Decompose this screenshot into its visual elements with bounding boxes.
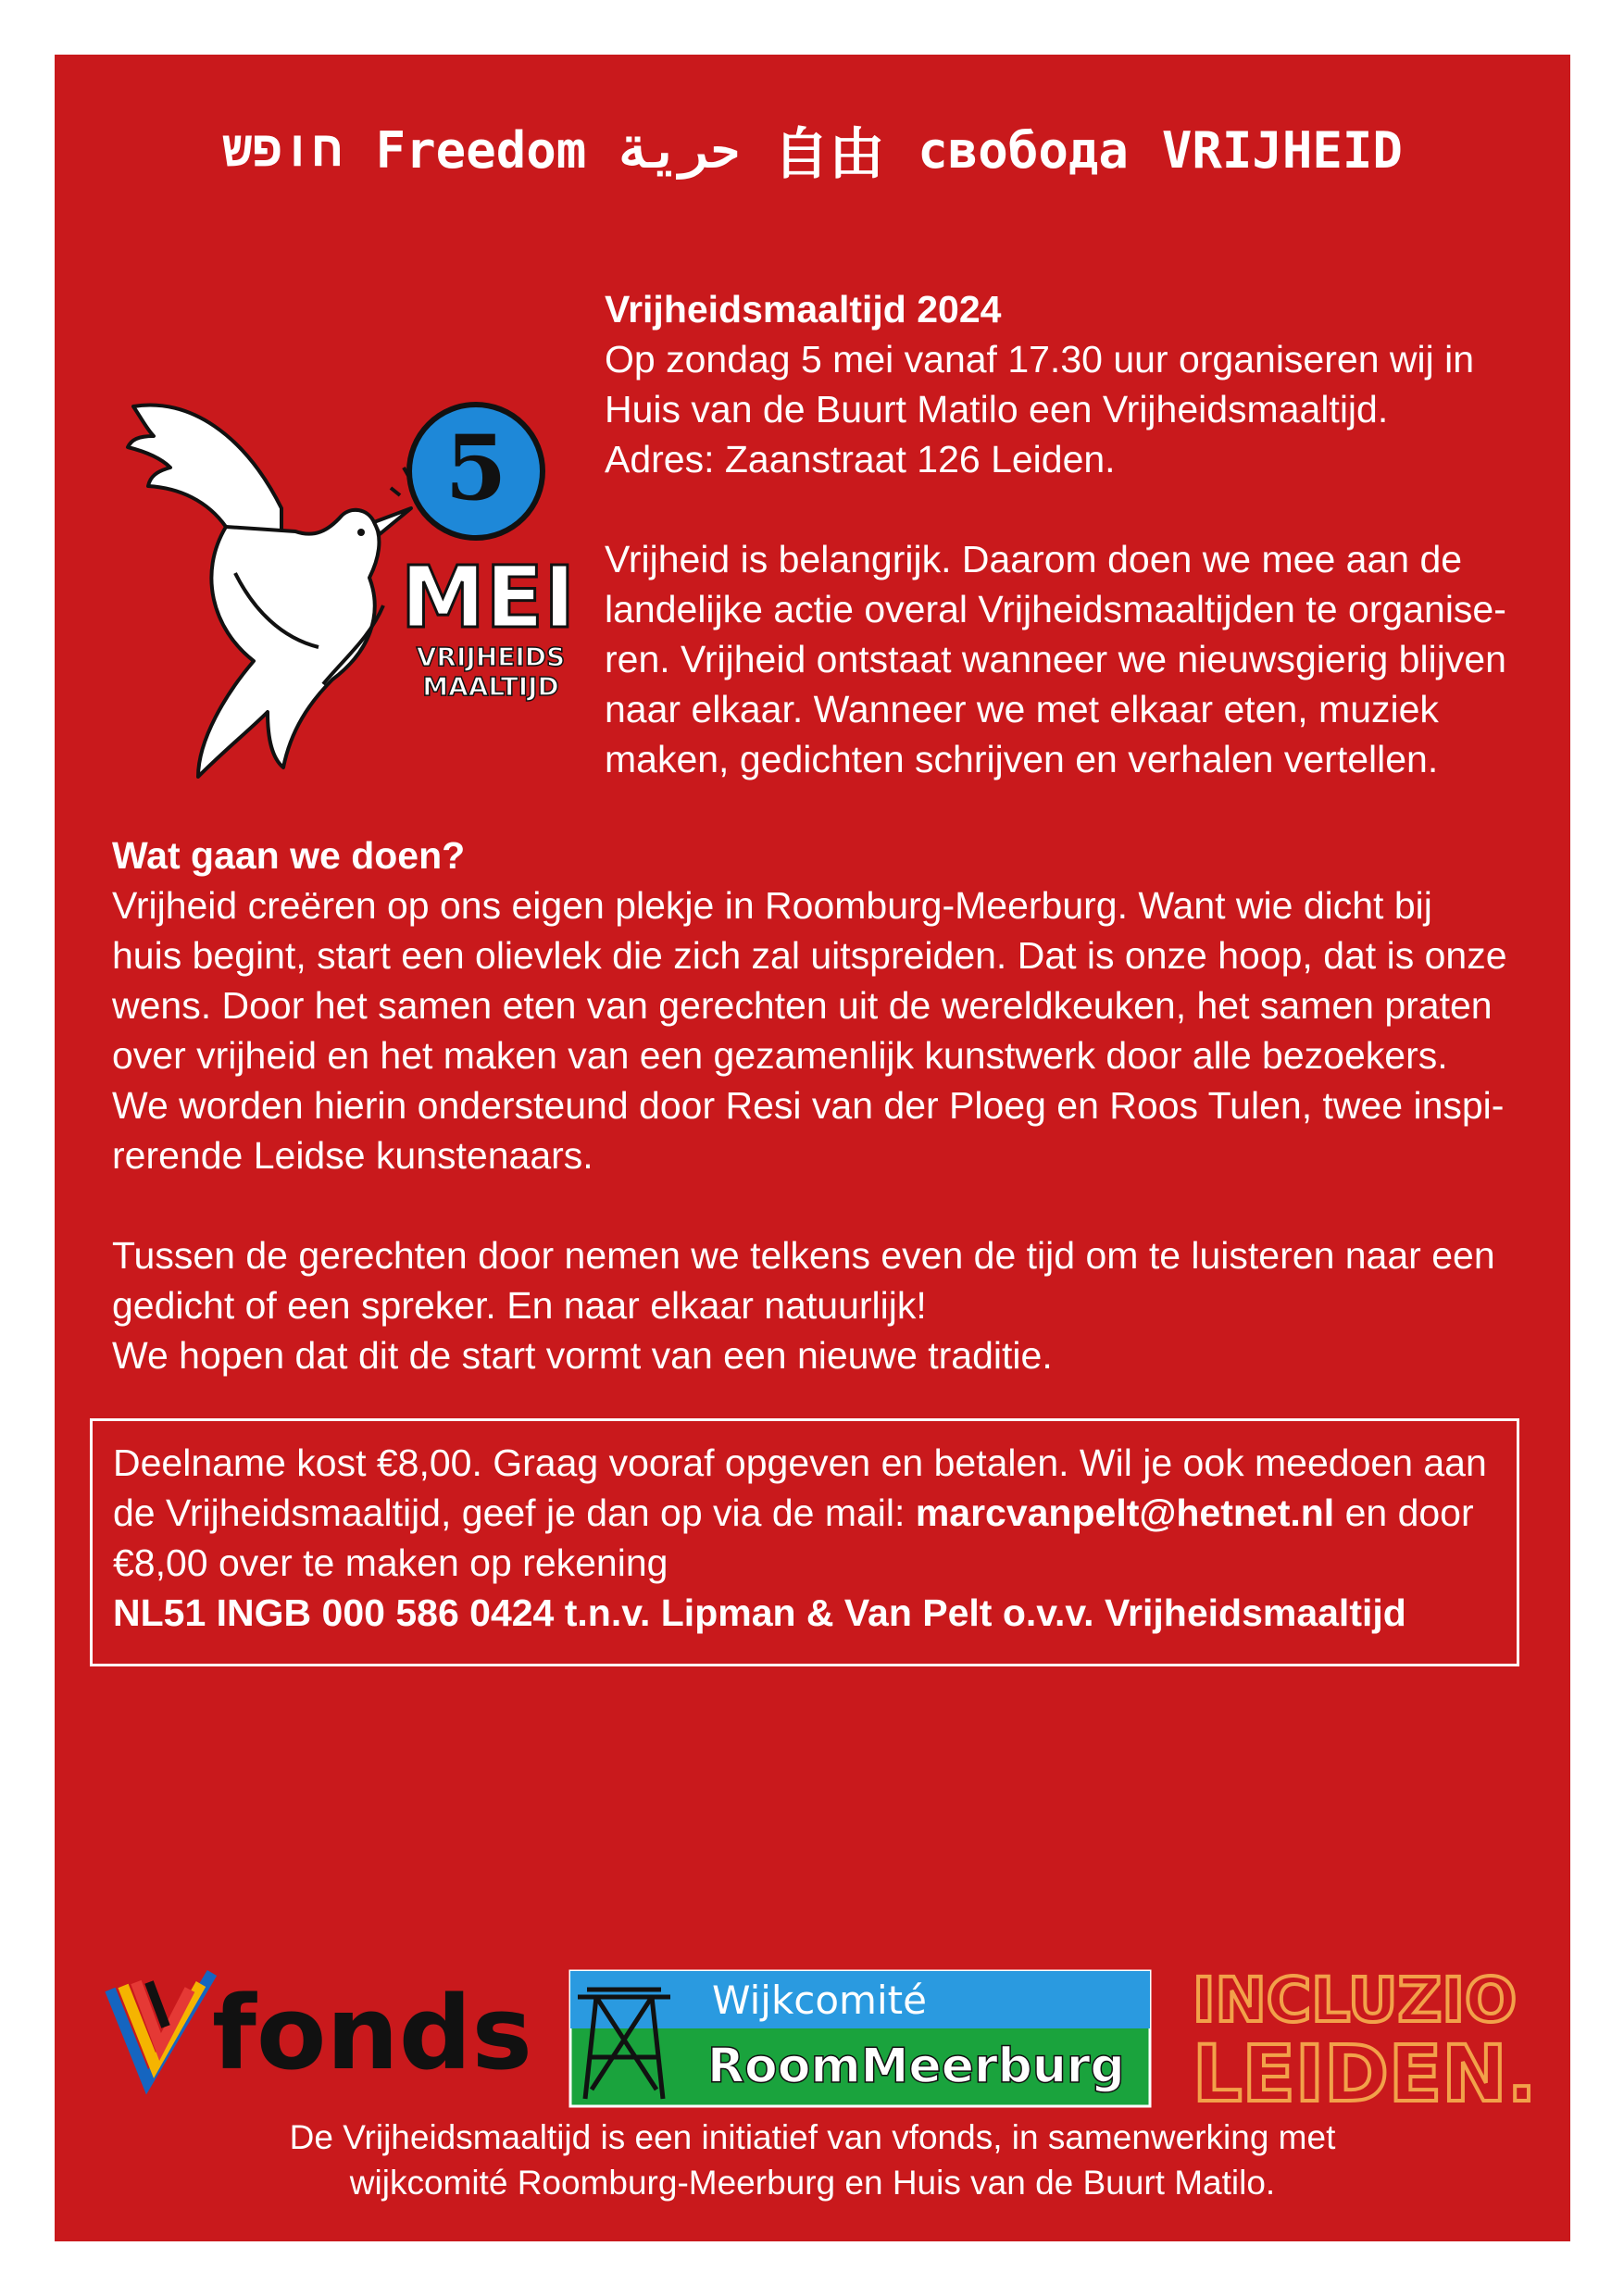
program-line: Vrijheid creëren op ons eigen plekje in Roomburg-Meerburg. Want wie dicht bij [112, 884, 1432, 927]
headline-dutch: VRIJHEID [1161, 120, 1403, 180]
intro-line: Adres: Zaanstraat 126 Leiden. [605, 438, 1116, 480]
vfonds-v-icon [110, 1973, 212, 2082]
intro-title: Vrijheidsmaaltijd 2024 [605, 288, 1002, 331]
mei-number: 5 [444, 416, 507, 520]
payment-line-text: en door [1334, 1491, 1474, 1534]
intro-line: naar elkaar. Wanneer we met elkaar eten, muziek [605, 688, 1439, 730]
wijkcomite-top-text: Wijkcomité [712, 1978, 927, 2023]
intro-line: Huis van de Buurt Matilo een Vrijheidsmaaltijd. [605, 388, 1389, 430]
incluzio-top-text: INCLUZIO [1193, 1965, 1518, 2036]
wijkcomite-bottom-text: RoomMeerburg [707, 2039, 1125, 2094]
mei-word: MEI [400, 548, 576, 647]
payment-text [113, 1438, 1502, 1638]
intro-line: maken, gedichten schrijven en verhalen vertellen. [605, 738, 1439, 780]
vfonds-logo [101, 1962, 601, 2101]
program-line: We worden hierin ondersteund door Resi van der Ploeg en Roos Tulen, twee inspi- [112, 1084, 1505, 1127]
program-line: rerende Leidse kunstenaars. [112, 1134, 593, 1177]
intro-line: landelijke actie overal Vrijheidsmaaltijden te organise- [605, 588, 1506, 630]
program-line: wens. Door het samen eten van gerechten uit de wereldkeuken, het samen praten [112, 984, 1493, 1027]
program-line: huis begint, start een olievlek die zich zal uitspreiden. Dat is onze hoop, dat is onze [112, 934, 1507, 977]
incluzio-bottom-text: LEIDEN. [1193, 2028, 1537, 2119]
program-heading: Wat gaan we doen? [112, 834, 466, 877]
footer-credits [55, 2115, 1570, 2205]
payment-line-text: de Vrijheidsmaaltijd, geef je dan op via de mail: [113, 1491, 916, 1534]
footer-line: De Vrijheidsmaaltijd is een initiatief van vfonds, in samenwerking met [289, 2118, 1336, 2156]
headline-chinese: 自由 [773, 122, 885, 187]
mei-line1: VRIJHEIDS [416, 642, 566, 672]
program-line: gedicht of een spreker. En naar elkaar natuurlijk! [112, 1284, 927, 1327]
program-line: Tussen de gerechten door nemen we telkens even de tijd om te luisteren naar een [112, 1234, 1495, 1277]
footer-line: wijkcomité Roomburg-Meerburg en Huis van de Buurt Matilo. [349, 2164, 1276, 2202]
mei-line2: MAALTIJD [422, 671, 559, 702]
vfonds-text: fonds [212, 1974, 532, 2092]
incluzio-logo [1189, 1962, 1541, 2119]
poster [55, 55, 1570, 2241]
headline-russian: свобода [918, 120, 1129, 180]
intro-line: Vrijheid is belangrijk. Daarom doen we mee aan de [605, 538, 1463, 580]
wijkcomite-logo [568, 1969, 1152, 2108]
headline-arabic: حرية [619, 120, 741, 180]
program-line: over vrijheid en het maken van een gezamenlijk kunstwerk door alle bezoekers. [112, 1034, 1448, 1077]
payment-line: Deelname kost €8,00. Graag vooraf opgeven en betalen. Wil je ook meedoen aan [113, 1441, 1487, 1484]
headline-english: Freedom [375, 120, 587, 180]
program-line: We hopen dat dit de start vormt van een nieuwe traditie. [112, 1334, 1053, 1377]
dove-mei-logo [106, 332, 606, 814]
payment-line: €8,00 over te maken op rekening [113, 1541, 668, 1584]
headline-hebrew: חופש [222, 119, 343, 178]
payment-email-link[interactable]: marcvanpelt@hetnet.nl [915, 1491, 1335, 1534]
dove-icon [128, 405, 411, 777]
payment-account: NL51 INGB 000 586 0424 t.n.v. Lipman & Van Pelt o.v.v. Vrijheidsmaaltijd [113, 1591, 1406, 1634]
intro-section [605, 284, 1540, 784]
payment-box [90, 1418, 1519, 1666]
program-section [112, 830, 1519, 1380]
intro-line: Op zondag 5 mei vanaf 17.30 uur organiseren wij in [605, 338, 1475, 381]
payment-line [113, 1488, 1502, 1538]
intro-line: ren. Vrijheid ontstaat wanneer we nieuwsgierig blijven [605, 638, 1506, 680]
freedom-headline [81, 108, 1544, 192]
